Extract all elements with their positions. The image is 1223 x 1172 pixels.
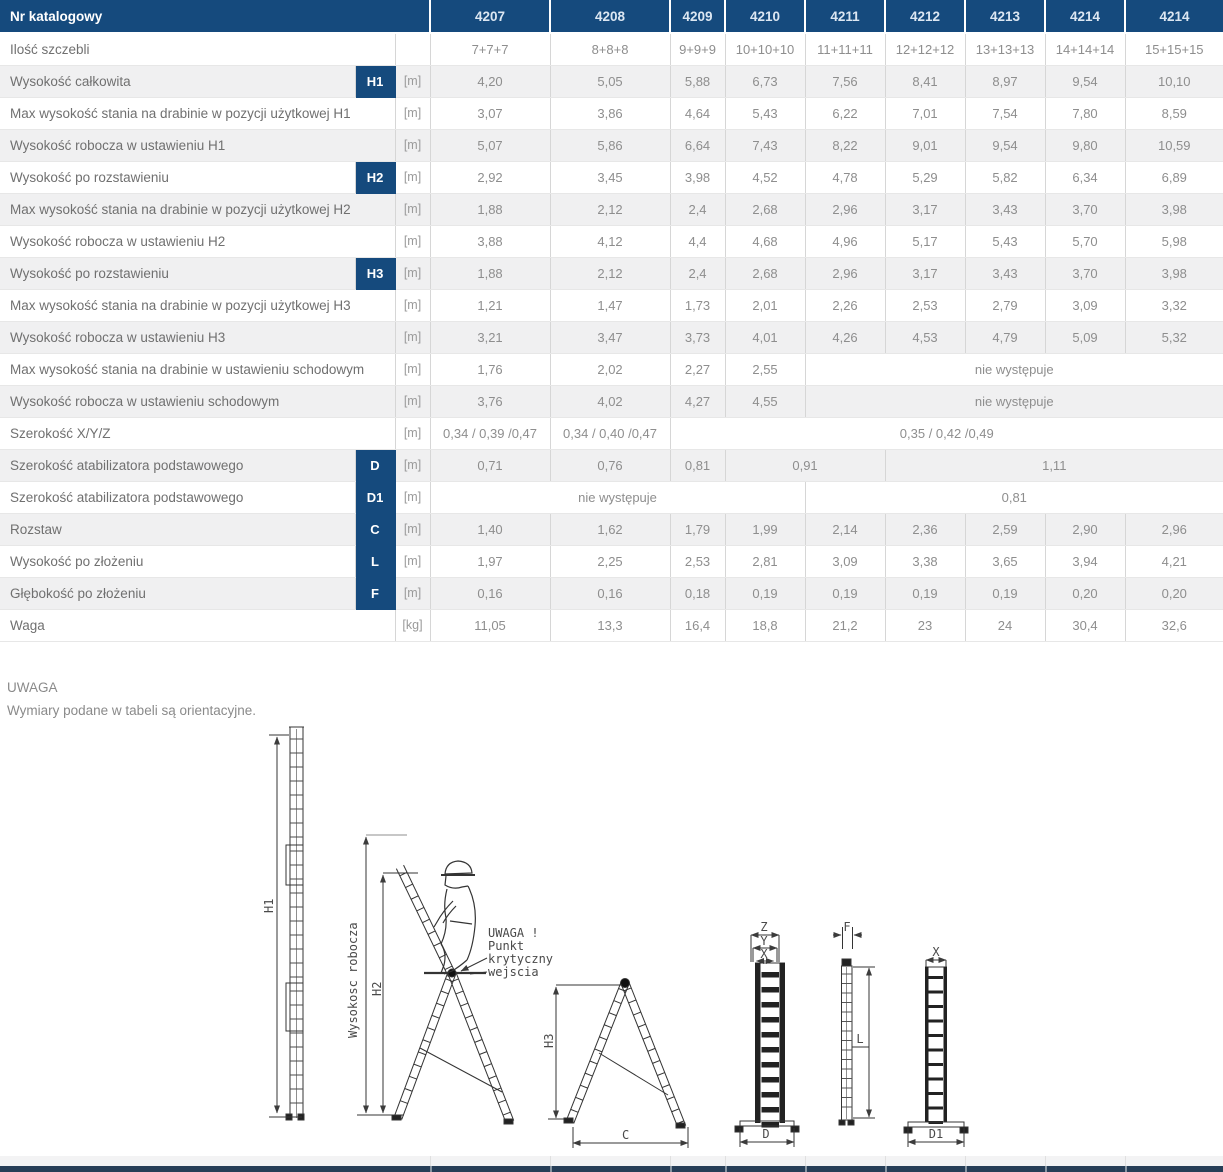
spec-cell: 5,98 bbox=[1125, 225, 1223, 257]
spec-cell: 4,52 bbox=[725, 161, 805, 193]
spec-cell: 0,19 bbox=[725, 577, 805, 609]
spec-cell: 18,8 bbox=[725, 609, 805, 641]
spec-cell: 3,17 bbox=[885, 193, 965, 225]
row-label: Wysokość po rozstawieniu bbox=[0, 161, 355, 193]
spec-cell: 3,32 bbox=[1125, 289, 1223, 321]
spec-cell: 0,19 bbox=[805, 577, 885, 609]
spec-cell: 3,73 bbox=[670, 321, 725, 353]
spec-cell: 5,88 bbox=[670, 65, 725, 97]
spec-cell: 3,21 bbox=[430, 321, 550, 353]
spec-cell: 0,81 bbox=[805, 481, 1223, 513]
spec-cell: 9,01 bbox=[885, 129, 965, 161]
spec-cell: 14+14+14 bbox=[1045, 33, 1125, 65]
column-divider bbox=[1125, 1166, 1127, 1172]
d-label: D bbox=[762, 1127, 770, 1141]
spec-cell: 5,70 bbox=[1045, 225, 1125, 257]
row-label: Max wysokość stania na drabinie w pozycji użytkowej H2 bbox=[0, 193, 395, 225]
x-label: X bbox=[760, 947, 768, 961]
column-divider bbox=[670, 1166, 672, 1172]
unit-label: [m] bbox=[395, 193, 430, 225]
row-label: Wysokość robocza w ustawieniu schodowym bbox=[0, 385, 395, 417]
spec-cell: 1,40 bbox=[430, 513, 550, 545]
spec-cell: 4,55 bbox=[725, 385, 805, 417]
spec-cell: 11+11+11 bbox=[805, 33, 885, 65]
spec-cell: 1,99 bbox=[725, 513, 805, 545]
spec-cell: 5,86 bbox=[550, 129, 670, 161]
column-divider bbox=[805, 1166, 807, 1172]
side-view-drawing bbox=[833, 927, 875, 1125]
row-label: Wysokość całkowita bbox=[0, 65, 355, 97]
spec-cell: 9+9+9 bbox=[670, 33, 725, 65]
column-divider bbox=[885, 1156, 886, 1166]
y-label: Y bbox=[760, 934, 768, 948]
column-divider bbox=[805, 1156, 806, 1166]
spec-cell: 0,71 bbox=[430, 449, 550, 481]
unit-label: [m] bbox=[395, 481, 430, 513]
row-label: Wysokość robocza w ustawieniu H1 bbox=[0, 129, 395, 161]
spec-cell: 2,55 bbox=[725, 353, 805, 385]
spec-cell: 10,59 bbox=[1125, 129, 1223, 161]
column-header: 4207 bbox=[430, 0, 550, 33]
spec-cell: 6,34 bbox=[1045, 161, 1125, 193]
spec-cell: 10,10 bbox=[1125, 65, 1223, 97]
column-divider bbox=[1125, 1156, 1126, 1166]
spec-cell: 4,12 bbox=[550, 225, 670, 257]
table-row bbox=[0, 289, 1223, 321]
unit-label: [m] bbox=[395, 353, 430, 385]
table-row bbox=[0, 97, 1223, 129]
spec-cell: 3,76 bbox=[430, 385, 550, 417]
table-row bbox=[0, 385, 1223, 417]
column-divider bbox=[670, 1156, 671, 1166]
a-frame-ladder-h3-drawing bbox=[564, 979, 686, 1129]
column-divider bbox=[965, 1156, 966, 1166]
h3-dimension bbox=[548, 985, 622, 1119]
spec-cell: 1,47 bbox=[550, 289, 670, 321]
spec-cell: 3,09 bbox=[805, 545, 885, 577]
column-divider bbox=[885, 1166, 887, 1172]
unit-label: [m] bbox=[395, 577, 430, 609]
h3-label: H3 bbox=[542, 1033, 556, 1048]
working-height-label: Wysokosc robocza bbox=[346, 922, 360, 1038]
spec-cell: 9,54 bbox=[965, 129, 1045, 161]
spec-cell: 7,54 bbox=[965, 97, 1045, 129]
warning-leader-lines bbox=[461, 958, 487, 974]
table-row bbox=[0, 321, 1223, 353]
spec-cell: 3,94 bbox=[1045, 545, 1125, 577]
column-header: 4210 bbox=[725, 0, 805, 33]
row-label: Szerokość X/Y/Z bbox=[0, 417, 395, 449]
dim-badge: L bbox=[355, 545, 395, 577]
table-row bbox=[0, 449, 1223, 481]
spec-cell: 5,09 bbox=[1045, 321, 1125, 353]
column-divider bbox=[1045, 1156, 1046, 1166]
spec-cell: 2,12 bbox=[550, 257, 670, 289]
spec-cell: 2,4 bbox=[670, 257, 725, 289]
spec-cell: 0,16 bbox=[550, 577, 670, 609]
dim-badge: D bbox=[355, 449, 395, 481]
spec-cell: 5,17 bbox=[885, 225, 965, 257]
spec-cell: 3,98 bbox=[1125, 193, 1223, 225]
spec-cell: 2,27 bbox=[670, 353, 725, 385]
spec-cell: 3,88 bbox=[430, 225, 550, 257]
spec-cell: nie występuje bbox=[805, 385, 1223, 417]
spec-cell: 7,01 bbox=[885, 97, 965, 129]
spec-cell: 7,43 bbox=[725, 129, 805, 161]
unit-label: [m] bbox=[395, 225, 430, 257]
spec-cell: 2,90 bbox=[1045, 513, 1125, 545]
spec-cell: 2,12 bbox=[550, 193, 670, 225]
unit-label: [m] bbox=[395, 321, 430, 353]
spec-cell: 2,59 bbox=[965, 513, 1045, 545]
table-row bbox=[0, 65, 1223, 97]
row-label: Szerokość atabilizatora podstawowego bbox=[0, 481, 355, 513]
extension-ladder-drawing bbox=[286, 727, 304, 1120]
spec-cell: 8,59 bbox=[1125, 97, 1223, 129]
dim-badge: H1 bbox=[355, 65, 395, 97]
row-label: Ilość szczebli bbox=[0, 33, 395, 65]
unit-label: [m] bbox=[395, 545, 430, 577]
c-label: C bbox=[622, 1128, 630, 1142]
dim-badge: F bbox=[355, 577, 395, 609]
unit-label: [m] bbox=[395, 257, 430, 289]
spec-cell: 0,16 bbox=[430, 577, 550, 609]
spec-cell: 1,11 bbox=[885, 449, 1223, 481]
spec-cell: 3,65 bbox=[965, 545, 1045, 577]
row-label: Max wysokość stania na drabinie w pozycji użytkowej H3 bbox=[0, 289, 395, 321]
spec-cell: 4,20 bbox=[430, 65, 550, 97]
spec-cell: 0,20 bbox=[1045, 577, 1125, 609]
table-row bbox=[0, 225, 1223, 257]
spec-cell: 1,88 bbox=[430, 257, 550, 289]
f-label: F bbox=[843, 920, 851, 934]
table-row bbox=[0, 257, 1223, 289]
spec-cell: 4,21 bbox=[1125, 545, 1223, 577]
spec-cell: 1,97 bbox=[430, 545, 550, 577]
spec-cell: 3,86 bbox=[550, 97, 670, 129]
spec-cell: 1,88 bbox=[430, 193, 550, 225]
h1-label: H1 bbox=[262, 898, 276, 913]
spec-cell: 2,79 bbox=[965, 289, 1045, 321]
h1-dimension bbox=[269, 735, 302, 1117]
note-body: Wymiary podane w tabeli są orientacyjne. bbox=[7, 703, 256, 718]
dim-badge: H3 bbox=[355, 257, 395, 289]
table-row bbox=[0, 353, 1223, 385]
unit-label: [m] bbox=[395, 417, 430, 449]
row-label: Głębokość po złożeniu bbox=[0, 577, 355, 609]
unit-label bbox=[395, 33, 430, 65]
spec-cell: 3,43 bbox=[965, 257, 1045, 289]
column-header: 4209 bbox=[670, 0, 725, 33]
spec-cell: 7+7+7 bbox=[430, 33, 550, 65]
d1-label: D1 bbox=[928, 1127, 944, 1141]
spec-cell: 9,80 bbox=[1045, 129, 1125, 161]
header-row bbox=[0, 0, 1223, 33]
column-header: 4212 bbox=[885, 0, 965, 33]
spec-cell: 2,36 bbox=[885, 513, 965, 545]
warning-label-line1: UWAGA ! bbox=[488, 926, 539, 940]
spec-cell: 8,97 bbox=[965, 65, 1045, 97]
table-row bbox=[0, 417, 1223, 449]
spec-cell: 0,34 / 0,39 /0,47 bbox=[430, 417, 550, 449]
spec-cell: 0,76 bbox=[550, 449, 670, 481]
spec-cell: 2,26 bbox=[805, 289, 885, 321]
table-row bbox=[0, 577, 1223, 609]
dim-badge: D1 bbox=[355, 481, 395, 513]
row-label: Wysokość po złożeniu bbox=[0, 545, 355, 577]
spec-cell: 4,27 bbox=[670, 385, 725, 417]
unit-label: [m] bbox=[395, 65, 430, 97]
spec-cell: 6,64 bbox=[670, 129, 725, 161]
column-header: 4214 bbox=[1045, 0, 1125, 33]
spec-cell: 2,14 bbox=[805, 513, 885, 545]
c-dimension bbox=[573, 1127, 688, 1148]
spec-cell: 2,02 bbox=[550, 353, 670, 385]
warning-label-line3: krytyczny bbox=[488, 952, 554, 966]
spec-cell: 4,78 bbox=[805, 161, 885, 193]
spec-cell: 8+8+8 bbox=[550, 33, 670, 65]
dim-badge: C bbox=[355, 513, 395, 545]
row-label: Max wysokość stania na drabinie w ustawieniu schodowym bbox=[0, 353, 395, 385]
row-label: Rozstaw bbox=[0, 513, 355, 545]
table-corner-header: Nr katalogowy bbox=[0, 0, 430, 33]
unit-label: [m] bbox=[395, 97, 430, 129]
spec-cell: 2,96 bbox=[1125, 513, 1223, 545]
spec-cell: 2,81 bbox=[725, 545, 805, 577]
spec-cell: 1,62 bbox=[550, 513, 670, 545]
spec-cell: 5,05 bbox=[550, 65, 670, 97]
spec-cell: 2,4 bbox=[670, 193, 725, 225]
row-label: Wysokość po rozstawieniu bbox=[0, 257, 355, 289]
spec-cell: 0,19 bbox=[965, 577, 1045, 609]
spec-cell: 4,79 bbox=[965, 321, 1045, 353]
spec-cell: 0,19 bbox=[885, 577, 965, 609]
row-label: Wysokość robocza w ustawieniu H3 bbox=[0, 321, 395, 353]
next-table-top-strip-dark bbox=[0, 1166, 1223, 1172]
next-table-top-strip-light bbox=[0, 1156, 1223, 1166]
spec-cell: 3,07 bbox=[430, 97, 550, 129]
spec-cell: 0,34 / 0,40 /0,47 bbox=[550, 417, 670, 449]
spec-cell: 8,41 bbox=[885, 65, 965, 97]
column-divider bbox=[430, 1166, 432, 1172]
spec-cell: 2,25 bbox=[550, 545, 670, 577]
spec-cell: 3,09 bbox=[1045, 289, 1125, 321]
table-row bbox=[0, 609, 1223, 641]
spec-cell: 3,43 bbox=[965, 193, 1045, 225]
spec-cell: nie występuje bbox=[430, 481, 805, 513]
row-label: Wysokość robocza w ustawieniu H2 bbox=[0, 225, 395, 257]
warning-label-line2: Punkt bbox=[488, 939, 525, 953]
column-divider bbox=[430, 1156, 431, 1166]
column-header: 4213 bbox=[965, 0, 1045, 33]
spec-cell: 13+13+13 bbox=[965, 33, 1045, 65]
spec-cell: 0,18 bbox=[670, 577, 725, 609]
spec-cell: 0,20 bbox=[1125, 577, 1223, 609]
column-divider bbox=[550, 1166, 552, 1172]
spec-cell: 3,47 bbox=[550, 321, 670, 353]
spec-cell: 2,01 bbox=[725, 289, 805, 321]
unit-label: [m] bbox=[395, 289, 430, 321]
spec-cell: 10+10+10 bbox=[725, 33, 805, 65]
spec-cell: 5,29 bbox=[885, 161, 965, 193]
table-row bbox=[0, 129, 1223, 161]
table-row bbox=[0, 545, 1223, 577]
spec-cell: 4,64 bbox=[670, 97, 725, 129]
spec-cell: nie występuje bbox=[805, 353, 1223, 385]
spec-cell: 2,68 bbox=[725, 193, 805, 225]
spec-cell: 21,2 bbox=[805, 609, 885, 641]
spec-cell: 11,05 bbox=[430, 609, 550, 641]
spec-cell: 1,76 bbox=[430, 353, 550, 385]
spec-cell: 4,26 bbox=[805, 321, 885, 353]
spec-cell: 8,22 bbox=[805, 129, 885, 161]
spec-cell: 7,80 bbox=[1045, 97, 1125, 129]
spec-cell: 5,07 bbox=[430, 129, 550, 161]
spec-cell: 0,91 bbox=[725, 449, 885, 481]
row-label: Szerokość atabilizatora podstawowego bbox=[0, 449, 355, 481]
row-label: Waga bbox=[0, 609, 395, 641]
combination-ladder-h2-drawing bbox=[392, 865, 514, 1124]
spec-cell: 12+12+12 bbox=[885, 33, 965, 65]
spec-cell: 4,4 bbox=[670, 225, 725, 257]
unit-label: [m] bbox=[395, 161, 430, 193]
row-label: Max wysokość stania na drabinie w pozycji użytkowej H1 bbox=[0, 97, 395, 129]
spec-cell: 5,32 bbox=[1125, 321, 1223, 353]
spec-cell: 3,98 bbox=[1125, 257, 1223, 289]
dim-badge: H2 bbox=[355, 161, 395, 193]
spec-cell: 4,96 bbox=[805, 225, 885, 257]
working-height-dimension bbox=[357, 835, 407, 1115]
spec-cell: 6,89 bbox=[1125, 161, 1223, 193]
spec-cell: 6,22 bbox=[805, 97, 885, 129]
table-row bbox=[0, 33, 1223, 65]
unit-label: [m] bbox=[395, 513, 430, 545]
column-header: 4208 bbox=[550, 0, 670, 33]
table-row bbox=[0, 513, 1223, 545]
technical-drawing bbox=[0, 715, 1223, 1160]
x2-label: X bbox=[932, 945, 940, 959]
spec-cell: 2,53 bbox=[670, 545, 725, 577]
unit-label: [m] bbox=[395, 449, 430, 481]
column-divider bbox=[965, 1166, 967, 1172]
spec-cell: 3,38 bbox=[885, 545, 965, 577]
table-row bbox=[0, 161, 1223, 193]
column-divider bbox=[1045, 1166, 1047, 1172]
spec-cell: 6,73 bbox=[725, 65, 805, 97]
spec-cell: 9,54 bbox=[1045, 65, 1125, 97]
spec-cell: 32,6 bbox=[1125, 609, 1223, 641]
spec-cell: 3,70 bbox=[1045, 257, 1125, 289]
column-header: 4214 bbox=[1125, 0, 1223, 33]
z-label: Z bbox=[760, 920, 768, 934]
spec-cell: 23 bbox=[885, 609, 965, 641]
unit-label: [m] bbox=[395, 385, 430, 417]
l-label: L bbox=[856, 1032, 864, 1046]
column-divider bbox=[725, 1156, 726, 1166]
spec-cell: 3,70 bbox=[1045, 193, 1125, 225]
warning-label-line4: wejscia bbox=[488, 965, 539, 979]
column-divider bbox=[725, 1166, 727, 1172]
spec-cell: 5,82 bbox=[965, 161, 1045, 193]
spec-cell: 4,53 bbox=[885, 321, 965, 353]
note-title: UWAGA bbox=[7, 680, 58, 695]
spec-cell: 2,92 bbox=[430, 161, 550, 193]
spec-cell: 30,4 bbox=[1045, 609, 1125, 641]
spec-cell: 2,53 bbox=[885, 289, 965, 321]
unit-label: [kg] bbox=[395, 609, 430, 641]
spec-cell: 5,43 bbox=[965, 225, 1045, 257]
column-header: 4211 bbox=[805, 0, 885, 33]
spec-cell: 2,96 bbox=[805, 193, 885, 225]
spec-cell: 1,73 bbox=[670, 289, 725, 321]
spec-cell: 3,45 bbox=[550, 161, 670, 193]
spec-cell: 16,4 bbox=[670, 609, 725, 641]
table-row bbox=[0, 193, 1223, 225]
spec-cell: 2,68 bbox=[725, 257, 805, 289]
spec-cell: 4,68 bbox=[725, 225, 805, 257]
spec-cell: 7,56 bbox=[805, 65, 885, 97]
h2-label: H2 bbox=[370, 981, 384, 996]
h2-dimension bbox=[383, 873, 418, 1113]
spec-cell: 24 bbox=[965, 609, 1045, 641]
table-row bbox=[0, 481, 1223, 513]
spec-cell: 4,02 bbox=[550, 385, 670, 417]
spec-cell: 1,79 bbox=[670, 513, 725, 545]
spec-cell: 0,81 bbox=[670, 449, 725, 481]
unit-label: [m] bbox=[395, 129, 430, 161]
front-ladder-d1-drawing bbox=[904, 960, 968, 1147]
spec-cell: 13,3 bbox=[550, 609, 670, 641]
spec-cell: 4,01 bbox=[725, 321, 805, 353]
spec-cell: 5,43 bbox=[725, 97, 805, 129]
spec-cell: 2,96 bbox=[805, 257, 885, 289]
spec-cell: 3,98 bbox=[670, 161, 725, 193]
spec-cell: 3,17 bbox=[885, 257, 965, 289]
spec-cell: 15+15+15 bbox=[1125, 33, 1223, 65]
spec-cell: 1,21 bbox=[430, 289, 550, 321]
column-divider bbox=[550, 1156, 551, 1166]
front-ladder-drawing bbox=[735, 935, 799, 1147]
spec-cell: 0,35 / 0,42 /0,49 bbox=[670, 417, 1223, 449]
